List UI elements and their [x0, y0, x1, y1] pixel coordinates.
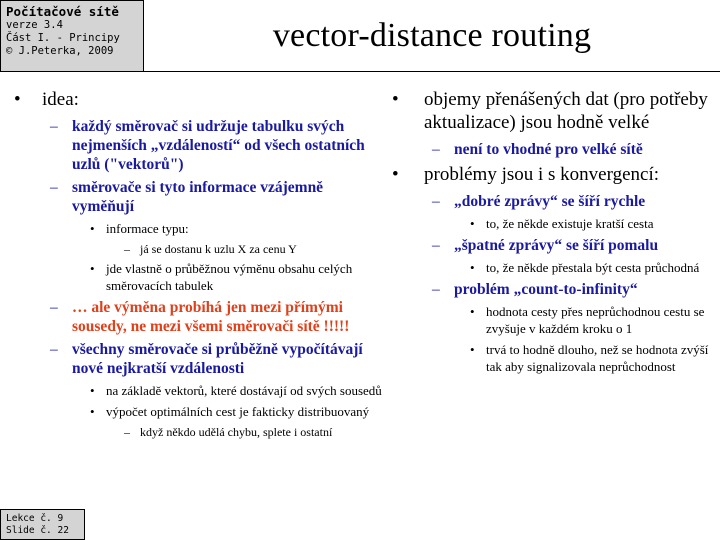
cti-sub-increment [392, 303, 712, 337]
dash-marker: – [432, 141, 440, 158]
course-author: © J.Peterka, 2009 [6, 45, 114, 57]
dash-marker: – [432, 237, 440, 254]
item-text: všechny směrovače si průběžně vypočítávají nové nejkratší vzdálenosti [72, 341, 363, 377]
item-text: když někdo udělá chybu, splete i ostatní [140, 425, 333, 439]
item-text: trvá to hodně dlouho, než se hodnota zvýší tak aby signalizovala neprůchodnost [486, 342, 709, 374]
exchange-sub-sub-cost [14, 241, 384, 257]
compute-sub-sub-error [14, 424, 384, 440]
bullet-marker: • [470, 260, 475, 275]
slide-number: Slide č. 22 [6, 525, 69, 536]
bullet-marker: • [392, 89, 399, 110]
item-text: na základě vektorů, které dostávají od svých sousedů [106, 383, 382, 398]
bullet-volume [392, 88, 712, 134]
course-part: Část I. - Principy [6, 32, 120, 44]
idea-item-table [14, 117, 384, 174]
bullet-marker: • [470, 304, 475, 319]
course-title: Počítačové sítě [6, 4, 119, 19]
bullet-marker: • [90, 221, 95, 236]
item-text: informace typu: [106, 221, 189, 236]
dash-marker: – [50, 299, 58, 316]
bullet-text: idea: [42, 89, 79, 110]
dash-marker: – [50, 118, 58, 135]
item-text: směrovače si tyto informace vzájemně vyměňují [72, 179, 324, 215]
dash-marker: – [432, 193, 440, 210]
item-text: hodnota cesty přes neprůchodnou cestu se zvyšuje v každém kroku o 1 [486, 304, 705, 336]
bullet-marker: • [470, 216, 475, 231]
exchange-sub-tables [14, 260, 384, 294]
volume-sub [392, 140, 712, 159]
dash-marker: – [50, 341, 58, 358]
course-version: verze 3.4 [6, 19, 63, 31]
cti-sub-slow [392, 341, 712, 375]
left-column [14, 88, 384, 443]
item-text: to, že někde přestala být cesta průchodná [486, 260, 700, 275]
item-text: jde vlastně o průběžnou výměnu obsahu celých směrovacích tabulek [106, 261, 353, 293]
bullet-marker: • [392, 164, 399, 185]
item-text: výpočet optimálních cest je fakticky distribuovaný [106, 404, 370, 419]
dash-marker: – [124, 242, 130, 256]
bad-news-sub [392, 259, 712, 276]
course-info-box [0, 0, 144, 72]
compute-sub-distributed [14, 403, 384, 420]
bullet-marker: • [90, 404, 95, 419]
dash-marker: – [124, 425, 130, 439]
bullet-text: objemy přenášených dat (pro potřeby aktualizace) jsou hodně velké [424, 89, 708, 133]
compute-sub-vectors [14, 382, 384, 399]
slide-title: vector-distance routing [272, 17, 592, 54]
good-news [392, 192, 712, 211]
bullet-idea [14, 88, 384, 111]
idea-item-neighbors-warning [14, 298, 384, 336]
count-to-infinity [392, 280, 712, 299]
item-text: to, že někde existuje kratší cesta [486, 216, 654, 231]
item-text: „dobré zprávy“ se šíří rychle [454, 193, 646, 210]
lesson-number: Lekce č. 9 [6, 513, 64, 524]
bullet-convergence [392, 163, 712, 186]
dash-marker: – [432, 281, 440, 298]
item-text: není to vhodné pro velké sítě [454, 141, 643, 158]
item-text: problém „count-to-infinity“ [454, 281, 638, 298]
item-text: … ale výměna probíhá jen mezi přímými sousedy, ne mezi všemi směrovači sítě !!!!! [72, 299, 350, 335]
bullet-marker: • [14, 89, 21, 110]
dash-marker: – [50, 179, 58, 196]
exchange-sub-info [14, 220, 384, 237]
right-column [392, 88, 712, 379]
bullet-marker: • [470, 342, 475, 357]
item-text: každý směrovač si udržuje tabulku svých nejmenších „vzdáleností“ od všech ostatních uzlů ("vektorů") [72, 118, 365, 173]
item-text: já se dostanu k uzlu X za cenu Y [140, 242, 297, 256]
bullet-marker: • [90, 383, 95, 398]
bad-news [392, 236, 712, 255]
bullet-text: problémy jsou i s konvergencí: [424, 164, 660, 185]
slide-footer [0, 509, 85, 540]
item-text: „špatné zprávy“ se šíří pomalu [454, 237, 659, 254]
bullet-marker: • [90, 261, 95, 276]
good-news-sub [392, 215, 712, 232]
idea-item-exchange [14, 178, 384, 216]
idea-item-compute [14, 340, 384, 378]
